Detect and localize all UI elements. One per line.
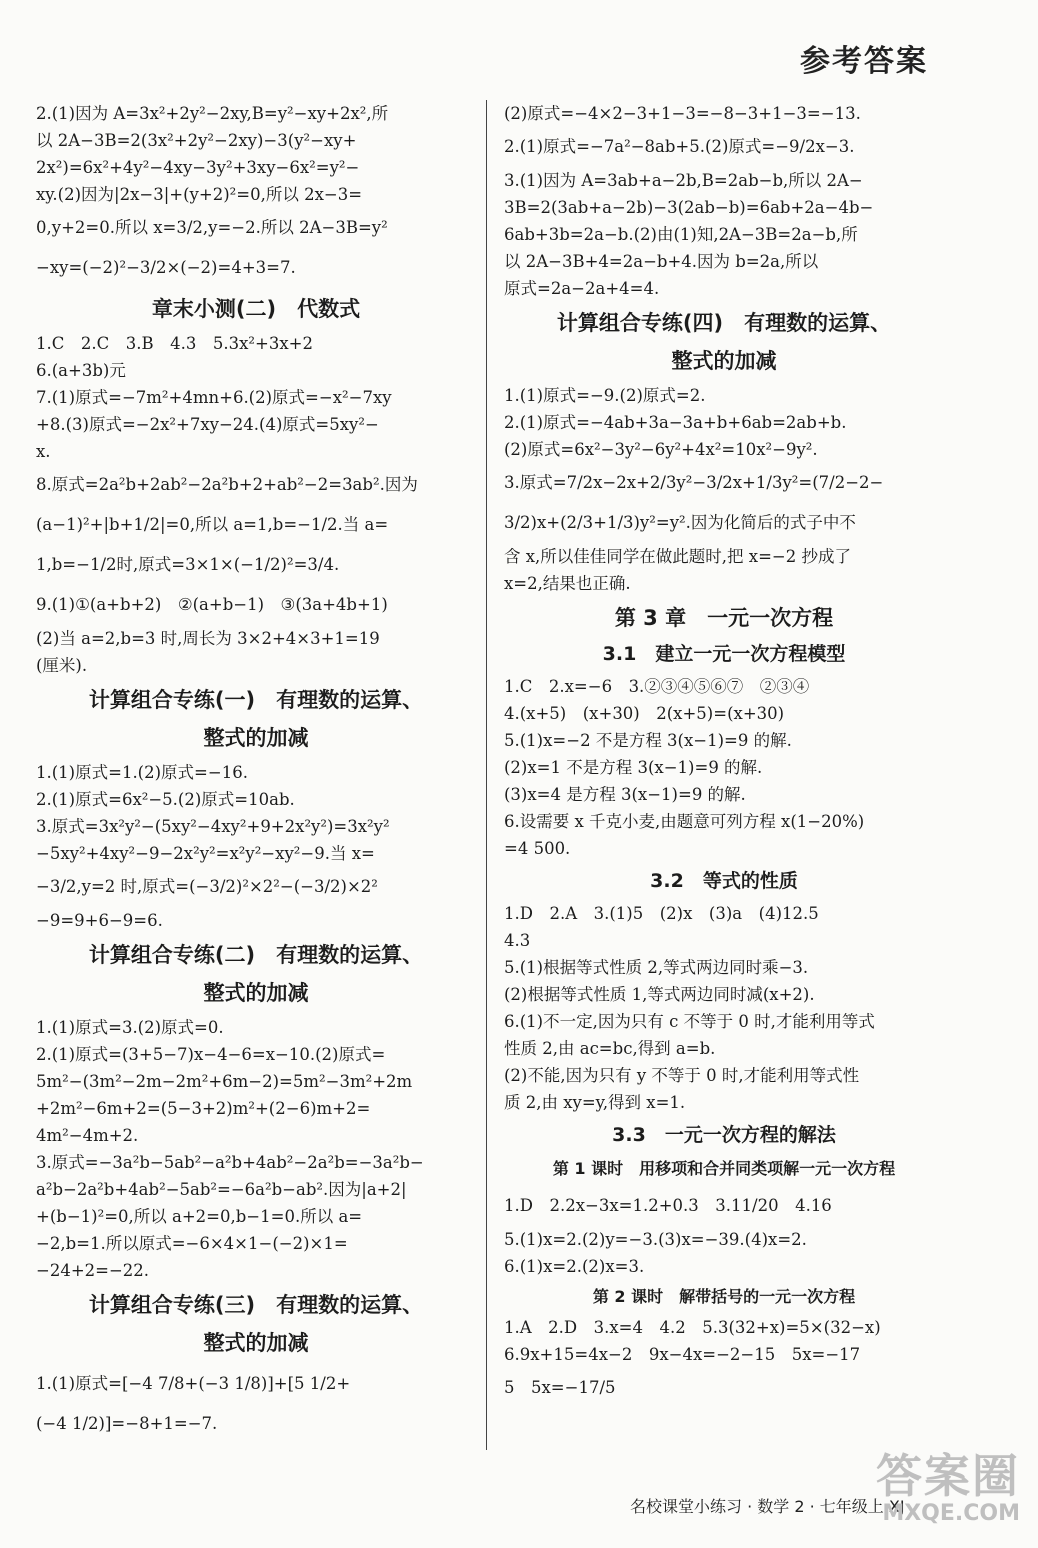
left-answer-column <box>36 100 476 1444</box>
section-heading: 整式的加减 <box>203 1331 309 1355</box>
section-heading: 第 3 章 一元一次方程 <box>614 606 834 630</box>
answer-line: 9.(1)①(a+b+2) ②(a+b−1) ③(3a+4b+1) <box>36 595 388 614</box>
answer-line: x=2,结果也正确. <box>504 574 631 593</box>
answer-line: 1.C 2.x=−6 3.②③④⑤⑥⑦ ②③④ <box>504 677 810 696</box>
answer-line: xy.(2)因为|2x−3|+(y+2)²=0,所以 2x−3= <box>36 185 363 204</box>
section-heading: 整式的加减 <box>203 981 309 1005</box>
answer-line: 2.(1)原式=6x²−5.(2)原式=10ab. <box>36 790 295 809</box>
answer-line: 质 2,由 xy=y,得到 x=1. <box>504 1093 686 1112</box>
section-heading: 计算组合专练(二) 有理数的运算、 <box>88 943 424 967</box>
answer-line: a²b−2a²b+4ab²−5ab²=−6a²b−ab².因为|a+2| <box>36 1180 407 1199</box>
answer-line: 7.(1)原式=−7m²+4mn+6.(2)原式=−x²−7xy <box>36 388 392 407</box>
answer-line: 6.设需要 x 千克小麦,由题意可列方程 x(1−20%) <box>504 812 865 831</box>
answer-line: −2,b=1.所以原式=−6×4×1−(−2)×1= <box>36 1234 348 1253</box>
section-heading: 章末小测(二) 代数式 <box>151 297 361 321</box>
section-heading: 第 1 课时 用移项和合并同类项解一元一次方程 <box>552 1159 896 1178</box>
answer-line: 3/2)x+(2/3+1/3)y²=y².因为化简后的式子中不 <box>504 513 856 532</box>
watermark-logo <box>860 1450 1020 1545</box>
section-heading: 计算组合专练(四) 有理数的运算、 <box>556 311 892 335</box>
answer-line: 1.C 2.C 3.B 4.3 5.3x²+3x+2 <box>36 334 313 353</box>
answer-line: 3.原式=−3a²b−5ab²−a²b+4ab²−2a²b=−3a²b− <box>36 1153 424 1172</box>
answer-line: x. <box>36 442 51 461</box>
answer-line: (2)原式=−4×2−3+1−3=−8−3+1−3=−13. <box>504 104 861 123</box>
watermark-url: MXQE.COM <box>882 1501 1020 1526</box>
section-heading: 整式的加减 <box>203 726 309 750</box>
answer-line: (2)当 a=2,b=3 时,周长为 3×2+4×3+1=19 <box>36 629 380 648</box>
answer-line: 2.(1)原式=−4ab+3a−3a+b+6ab=2ab+b. <box>504 413 847 432</box>
answer-line: 0,y+2=0.所以 x=3/2,y=−2.所以 2A−3B=y² <box>36 218 388 237</box>
answer-line: 3.原式=7/2x−2x+2/3y²−3/2x+1/3y²=(7/2−2− <box>504 473 884 492</box>
answer-line: (2)不能,因为只有 y 不等于 0 时,才能利用等式性 <box>504 1066 860 1085</box>
answer-line: 1.(1)原式=3.(2)原式=0. <box>36 1018 224 1037</box>
answer-line: 性质 2,由 ac=bc,得到 a=b. <box>504 1039 716 1058</box>
answer-line: +8.(3)原式=−2x²+7xy−24.(4)原式=5xy²− <box>36 415 379 434</box>
answer-line: 2x²)=6x²+4y²−4xy−3y²+3xy−6x²=y²− <box>36 158 360 177</box>
answer-line: =4 500. <box>504 839 571 858</box>
answer-line: −xy=(−2)²−3/2×(−2)=4+3=7. <box>36 258 296 277</box>
answer-line: 4.3 <box>504 931 531 950</box>
answer-line: 原式=2a−2a+4=4. <box>504 279 660 298</box>
answer-line: 5m²−(3m²−2m−2m²+6m−2)=5m²−3m²+2m <box>36 1072 413 1091</box>
answer-line: (厘米). <box>36 656 88 675</box>
answer-line: (3)x=4 是方程 3(x−1)=9 的解. <box>504 785 746 804</box>
answer-line: −9=9+6−9=6. <box>36 911 163 930</box>
answer-line: 2.(1)原式=(3+5−7)x−4−6=x−10.(2)原式= <box>36 1045 386 1064</box>
answer-line: 3.(1)因为 A=3ab+a−2b,B=2ab−b,所以 2A− <box>504 171 863 190</box>
section-heading: 计算组合专练(一) 有理数的运算、 <box>88 688 424 712</box>
section-heading: 计算组合专练(三) 有理数的运算、 <box>88 1293 424 1317</box>
answer-line: 以 2A−3B+4=2a−b+4.因为 b=2a,所以 <box>504 252 819 271</box>
page-header-title: 参考答案 <box>800 44 928 79</box>
answer-line: 6.(a+3b)元 <box>36 361 126 380</box>
section-heading: 3.2 等式的性质 <box>650 870 798 892</box>
answer-line: (2)x=1 不是方程 3(x−1)=9 的解. <box>504 758 763 777</box>
answer-line: 3.原式=3x²y²−(5xy²−4xy²+9+2x²y²)=3x²y² <box>36 817 390 836</box>
answer-line: 以 2A−3B=2(3x²+2y²−2xy)−3(y²−xy+ <box>36 131 357 150</box>
section-heading: 3.3 一元一次方程的解法 <box>612 1124 836 1146</box>
watermark-glyphs: 答案圈 <box>876 1449 1020 1503</box>
answer-line: 5.(1)x=2.(2)y=−3.(3)x=−39.(4)x=2. <box>504 1230 807 1249</box>
answer-line: (2)根据等式性质 1,等式两边同时减(x+2). <box>504 985 815 1004</box>
answer-line: 4m²−4m+2. <box>36 1126 139 1145</box>
answer-line: 5.(1)根据等式性质 2,等式两边同时乘−3. <box>504 958 809 977</box>
section-heading: 3.1 建立一元一次方程模型 <box>602 643 846 665</box>
answer-line: 4.(x+5) (x+30) 2(x+5)=(x+30) <box>504 704 785 723</box>
answer-line: 5.(1)x=−2 不是方程 3(x−1)=9 的解. <box>504 731 792 750</box>
answer-line: 1.A 2.D 3.x=4 4.2 5.3(32+x)=5×(32−x) <box>504 1318 881 1337</box>
answer-line: 含 x,所以佳佳同学在做此题时,把 x=−2 抄成了 <box>504 547 851 566</box>
answer-line: −5xy²+4xy²−9−2x²y²=x²y²−xy²−9.当 x= <box>36 844 375 863</box>
section-heading: 第 2 课时 解带括号的一元一次方程 <box>592 1287 856 1306</box>
answer-line: 8.原式=2a²b+2ab²−2a²b+2+ab²−2=3ab².因为 <box>36 475 418 494</box>
answer-line: 6.9x+15=4x−2 9x−4x=−2−15 5x=−17 <box>504 1345 861 1364</box>
answer-line: 1.(1)原式=−9.(2)原式=2. <box>504 386 706 405</box>
answer-line: 2.(1)原式=−7a²−8ab+5.(2)原式=−9/2x−3. <box>504 137 855 156</box>
answer-line: −3/2,y=2 时,原式=(−3/2)²×2²−(−3/2)×2² <box>36 877 378 896</box>
answer-line: (2)原式=6x²−3y²−6y²+4x²=10x²−9y². <box>504 440 818 459</box>
section-heading: 整式的加减 <box>671 349 777 373</box>
answer-line: 5 5x=−17/5 <box>504 1378 616 1397</box>
answer-line: +(b−1)²=0,所以 a+2=0,b−1=0.所以 a= <box>36 1207 363 1226</box>
answer-line: 1.D 2.2x−3x=1.2+0.3 3.11/20 4.16 <box>504 1196 832 1215</box>
answer-line: +2m²−6m+2=(5−3+2)m²+(2−6)m+2= <box>36 1099 371 1118</box>
answer-line: (a−1)²+|b+1/2|=0,所以 a=1,b=−1/2.当 a= <box>36 515 389 534</box>
column-divider <box>486 100 487 1450</box>
answer-line: 2.(1)因为 A=3x²+2y²−2xy,B=y²−xy+2x²,所 <box>36 104 389 123</box>
footer-book-title: 名校课堂小练习 · 数学 2 · 七年级上 XJ <box>630 1497 905 1516</box>
right-answer-column <box>504 100 944 1408</box>
answer-line: 6.(1)x=2.(2)x=3. <box>504 1257 645 1276</box>
answer-line: −24+2=−22. <box>36 1261 150 1280</box>
answer-line: 1.(1)原式=[−4 7/8+(−3 1/8)]+[5 1/2+ <box>36 1374 351 1393</box>
answer-line: 1.D 2.A 3.(1)5 (2)x (3)a (4)12.5 <box>504 904 819 923</box>
answer-line: 6.(1)不一定,因为只有 c 不等于 0 时,才能利用等式 <box>504 1012 875 1031</box>
answer-line: 1.(1)原式=1.(2)原式=−16. <box>36 763 248 782</box>
answer-line: 3B=2(3ab+a−2b)−3(2ab−b)=6ab+2a−4b− <box>504 198 874 217</box>
answer-line: 1,b=−1/2时,原式=3×1×(−1/2)²=3/4. <box>36 555 340 574</box>
answer-line: 6ab+3b=2a−b.(2)由(1)知,2A−3B=2a−b,所 <box>504 225 858 244</box>
answer-line: (−4 1/2)]=−8+1=−7. <box>36 1414 218 1433</box>
